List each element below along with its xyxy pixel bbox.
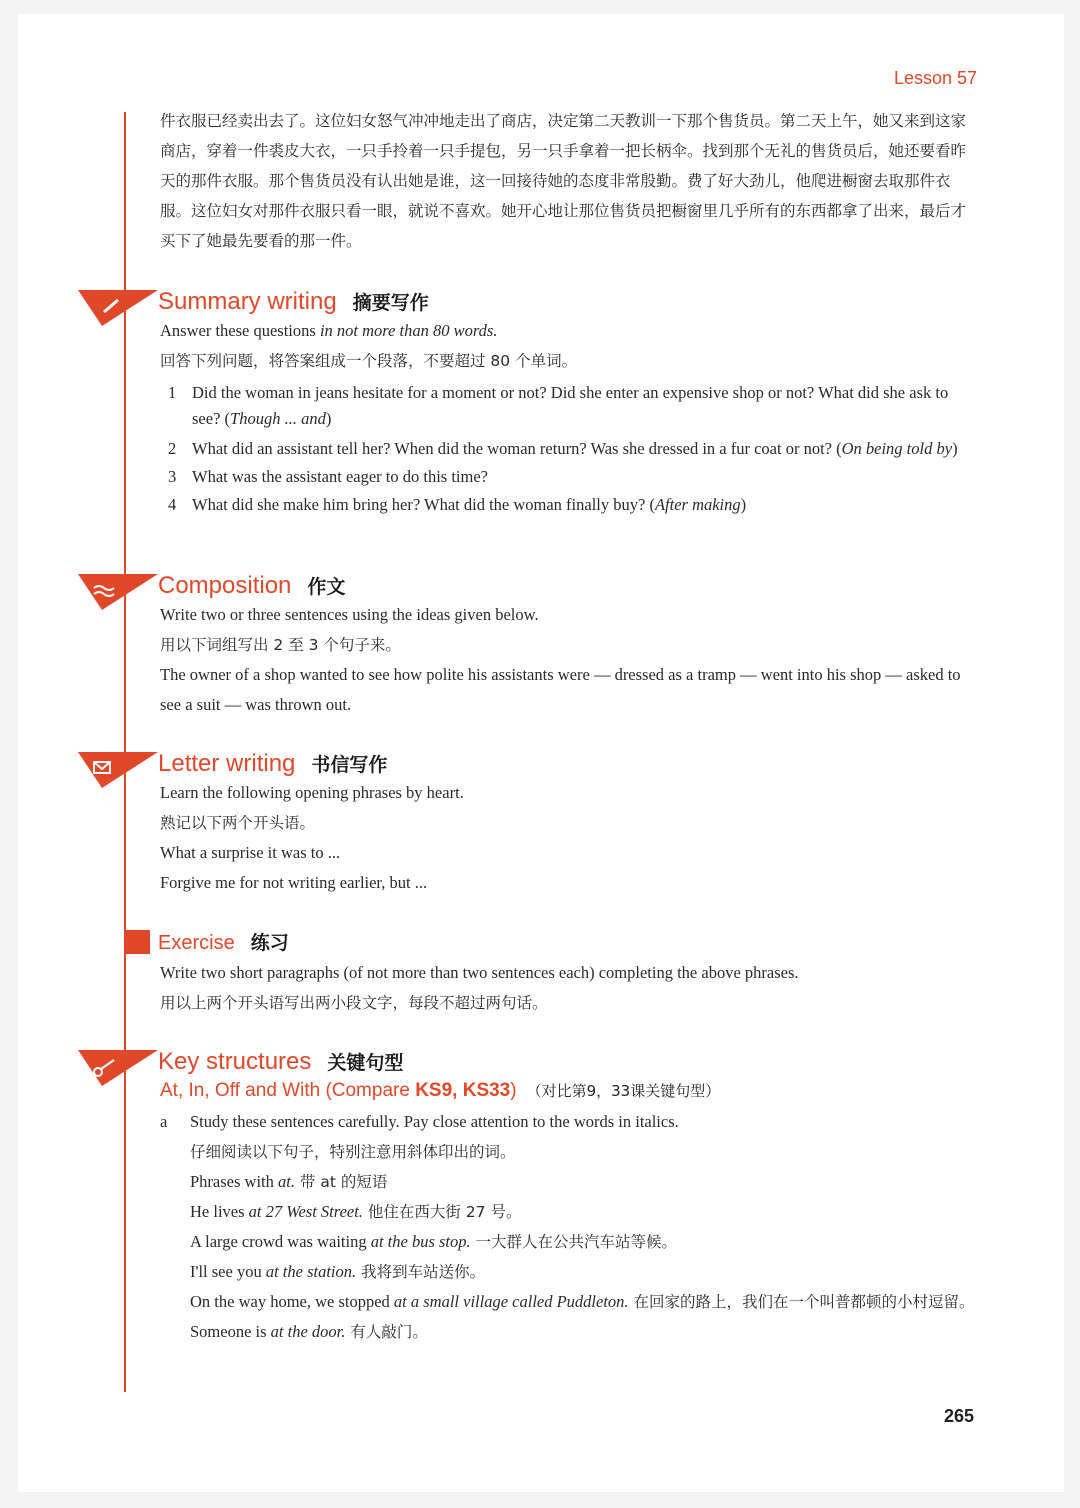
composition-instruction: Write two or three sentences using the ideas given below. xyxy=(160,605,539,624)
phrases-text: Phrases with xyxy=(190,1172,278,1191)
question-4 xyxy=(160,492,980,518)
pencil-icon xyxy=(78,286,158,330)
composition-title-zh: 作文 xyxy=(307,576,346,598)
item-text: Study these sentences carefully. Pay close attention to the words in italics. xyxy=(190,1112,679,1131)
example-italic: at the bus stop. xyxy=(370,1232,471,1251)
lesson-label: Lesson 57 xyxy=(894,68,978,88)
key-item-zh: 仔细阅读以下句子，特别注意用斜体印出的词。 xyxy=(190,1143,516,1161)
example-4 xyxy=(160,1287,980,1317)
phrases-zh: 带 at 的短语 xyxy=(294,1173,388,1191)
question-number: 4 xyxy=(168,495,177,514)
example-zh: 在回家的路上，我们在一个叫普都顿的小村逗留。 xyxy=(628,1293,975,1311)
letter-title-zh: 书信写作 xyxy=(311,754,388,776)
question-text: What did she make him bring her? What did the woman finally buy? ( xyxy=(192,495,655,514)
waves-icon xyxy=(78,572,158,614)
exercise-title: Exercise xyxy=(158,932,235,954)
key-body xyxy=(160,1107,980,1347)
example-zh: 一大群人在公共汽车站等候。 xyxy=(470,1233,678,1251)
letter-heading xyxy=(158,750,387,778)
exercise-heading xyxy=(158,928,289,955)
question-end: ) xyxy=(740,495,747,514)
summary-body xyxy=(160,316,980,518)
key-title: Key structures xyxy=(158,1048,312,1075)
intro-paragraph: 件衣服已经卖出去了。这位妇女怒气冲冲地走出了商店，决定第二天教训一下那个售货员。第二天上午，她又来到这家商店，穿着一件裘皮大衣，一只手拎着一只手提包，另一只手拿着一把长柄伞。找到那个无礼的售货员后，她还要看昨天的那件衣服。那个售货员没有认出她是谁，这一回接待她的态度非常殷勤。费了好大劲儿，他爬进橱窗去取那件衣服。这位妇女对那件衣服只看一眼，就说不喜欢。她开心地让那位售货员把橱窗里几乎所有的东西都拿了出来，最后才买下了她最先要看的那一件。 xyxy=(160,112,967,250)
example-text: A large crowd was waiting xyxy=(190,1232,371,1251)
phrases-italic: at. xyxy=(278,1172,295,1191)
exercise-title-zh: 练习 xyxy=(250,932,289,954)
question-text: Did the woman in jeans hesitate for a moment or not? Did she enter an expensive shop or not? What did she ask to see? ( xyxy=(192,383,949,428)
example-text: Someone is xyxy=(190,1322,271,1341)
question-hint: On being told by xyxy=(841,439,953,458)
composition-title: Composition xyxy=(158,572,292,599)
example-text: He lives xyxy=(190,1202,249,1221)
page-number: 265 xyxy=(944,1406,975,1426)
composition-ideas: The owner of a shop wanted to see how polite his assistants were — dressed as a tramp — went into his shop — asked to see a suit — was thrown out. xyxy=(160,665,961,714)
exercise-instruction-zh: 用以上两个开头语写出两小段文字，每段不超过两句话。 xyxy=(160,994,548,1012)
example-zh: 我将到车站送你。 xyxy=(356,1263,486,1281)
subtitle-zh: （对比第9，33课关键句型） xyxy=(526,1082,721,1100)
exercise-marker xyxy=(126,930,150,954)
example-italic: at the door. xyxy=(270,1322,346,1341)
item-label: a xyxy=(160,1112,168,1131)
question-text: What was the assistant eager to do this time? xyxy=(192,467,489,486)
letter-body xyxy=(160,778,980,898)
question-number: 2 xyxy=(168,439,177,458)
letter-title: Letter writing xyxy=(158,750,296,777)
key-icon xyxy=(78,1048,158,1090)
key-title-zh: 关键句型 xyxy=(327,1052,404,1074)
question-3 xyxy=(160,464,980,490)
question-2 xyxy=(160,436,980,462)
example-text: On the way home, we stopped xyxy=(190,1292,394,1311)
summary-title-zh: 摘要写作 xyxy=(352,292,429,314)
example-3 xyxy=(160,1257,980,1287)
example-italic: at 27 West Street. xyxy=(248,1202,363,1221)
summary-instruction-zh: 回答下列问题，将答案组成一个段落，不要超过 80 个单词。 xyxy=(160,352,578,370)
exercise-instruction: Write two short paragraphs (of not more than two sentences each) completing the above phrases. xyxy=(160,963,799,982)
letter-instruction: Learn the following opening phrases by heart. xyxy=(160,783,464,802)
composition-heading xyxy=(158,572,345,600)
question-hint: After making xyxy=(654,495,741,514)
question-text: What did an assistant tell her? When did the woman return? Was she dressed in a fur coat or not? ( xyxy=(192,439,842,458)
question-hint: Though ... and xyxy=(230,409,326,428)
instruction-italic: in not more than 80 words. xyxy=(319,321,498,340)
key-item xyxy=(160,1107,980,1137)
example-2 xyxy=(160,1227,980,1257)
instruction-text: Answer these questions xyxy=(160,321,320,340)
question-1 xyxy=(160,380,980,432)
example-italic: at a small village called Puddleton. xyxy=(393,1292,629,1311)
example-text: I'll see you xyxy=(190,1262,266,1281)
key-heading xyxy=(158,1048,403,1076)
example-zh: 有人敲门。 xyxy=(345,1323,428,1341)
composition-body xyxy=(160,600,980,720)
summary-title: Summary writing xyxy=(158,288,337,315)
example-italic: at the station. xyxy=(265,1262,357,1281)
example-1 xyxy=(160,1197,980,1227)
subtitle-text: At, In, Off and With (Compare xyxy=(160,1080,416,1101)
example-zh: 他住在西大街 27 号。 xyxy=(362,1203,522,1221)
summary-heading xyxy=(158,288,429,316)
subtitle-suffix: ) xyxy=(510,1080,517,1101)
example-5 xyxy=(160,1317,980,1347)
letter-instruction-zh: 熟记以下两个开头语。 xyxy=(160,814,316,832)
summary-instruction xyxy=(160,316,980,346)
exercise-body xyxy=(160,958,980,1018)
subtitle-ks: KS9, KS33 xyxy=(415,1080,511,1101)
letter-phrase-2: Forgive me for not writing earlier, but ... xyxy=(160,873,428,892)
question-number: 3 xyxy=(168,467,177,486)
question-end: ) xyxy=(952,439,958,458)
phrases-with-at xyxy=(160,1167,980,1197)
composition-instruction-zh: 用以下词组写出 2 至 3 个句子来。 xyxy=(160,636,401,654)
envelope-icon xyxy=(78,750,158,792)
letter-phrase-1: What a surprise it was to ... xyxy=(160,843,341,862)
question-end: ) xyxy=(325,409,332,428)
question-number: 1 xyxy=(168,383,177,402)
key-subtitle xyxy=(160,1080,720,1102)
